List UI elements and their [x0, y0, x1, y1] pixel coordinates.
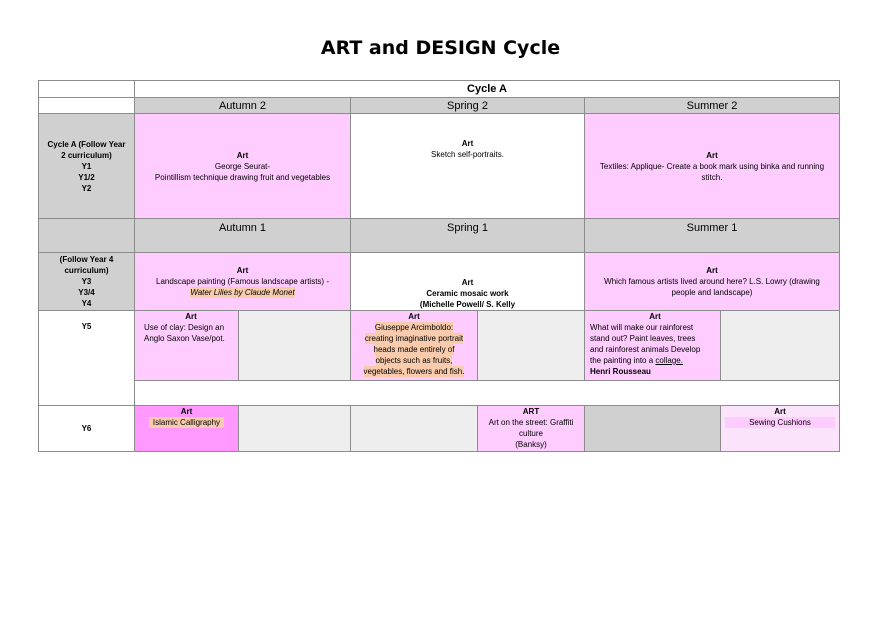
cell-text: stitch.: [701, 172, 723, 182]
cell-text: Sketch self-portraits.: [431, 150, 504, 159]
row-label-cycle-a: [38, 113, 135, 219]
empty-cell: [238, 310, 351, 381]
cell-text: Art on the street: Graffiti: [488, 418, 574, 427]
cell-autumn1-y4: [134, 252, 351, 311]
label-line: 2 curriculum): [61, 150, 112, 160]
cell-text: stand out? Paint leaves, trees: [590, 334, 696, 343]
empty-cell: [477, 310, 585, 381]
row-label-y5: Y5: [38, 310, 135, 406]
blank-label-cell: [38, 218, 135, 253]
blank-corner-cell-2: [38, 97, 135, 114]
cell-autumn-y5: [134, 310, 239, 381]
empty-cell: [584, 405, 721, 452]
cell-text-collage: [590, 355, 683, 366]
blank-corner-cell: [38, 80, 135, 98]
term-autumn-2: Autumn 2: [134, 97, 351, 114]
row-label-y6: Y6: [38, 405, 135, 452]
cycle-header: Cycle A: [134, 80, 840, 98]
label-line: Y4: [81, 299, 92, 308]
term-spring-1: Spring 1: [350, 218, 585, 253]
cell-summer-y6: [720, 405, 840, 452]
cell-heading: Art: [236, 150, 249, 160]
cell-text: What will make our rainforest: [590, 323, 694, 332]
cell-heading: Art: [706, 150, 718, 160]
cell-spring-y6: [477, 405, 585, 452]
row-label-y3-y4: [38, 252, 135, 311]
cell-heading: Art: [408, 312, 420, 321]
cell-heading: ART: [522, 407, 540, 416]
cell-heading: Art: [649, 312, 661, 321]
empty-cell: [238, 405, 351, 452]
cell-heading: Art: [236, 266, 249, 275]
cell-text: Which famous artists lived around here? L.S. Lowry (drawing: [604, 277, 820, 286]
cell-text: objects such as fruits,: [375, 356, 453, 365]
cell-text-artwork: Water Lilies by Claude Monet: [190, 288, 295, 297]
label-line: curriculum): [64, 266, 109, 275]
cell-heading: Art: [774, 407, 786, 416]
cell-text: Anglo Saxon Vase/pot.: [144, 334, 225, 343]
cell-autumn2-cycle-a: [134, 113, 351, 219]
cell-text: Giuseppe Arcimboldo:: [374, 323, 454, 332]
label-line: Y3/4: [78, 288, 95, 297]
cell-summer-y5: [584, 310, 721, 381]
cell-text: (Michelle Powell/ S. Kelly: [419, 300, 516, 309]
cell-text: culture: [518, 429, 543, 438]
cell-text: Pointillism technique drawing fruit and vegetables: [154, 172, 331, 182]
cell-heading: Art: [706, 266, 718, 275]
label-line: Y3: [81, 277, 92, 286]
cell-text: Ceramic mosaic work: [426, 289, 509, 298]
cell-text: the painting into a: [590, 356, 656, 365]
empty-cell: [350, 405, 478, 452]
cell-text: and rainforest animals Develop: [590, 345, 701, 354]
cell-autumn-y6: [134, 405, 239, 452]
term-spring-2: Spring 2: [350, 97, 585, 114]
term-summer-2: Summer 2: [584, 97, 840, 114]
cell-text: Islamic Calligraphy: [149, 417, 224, 428]
spacer-row: [134, 380, 840, 406]
cell-text: Textiles: Applique- Create a book mark using binka and running: [599, 161, 825, 171]
cell-text: Sewing Cushions: [725, 417, 835, 428]
cell-text: heads made entirely of: [373, 345, 455, 354]
term-summer-1: Summer 1: [584, 218, 840, 253]
label-line: Y1/2: [78, 172, 95, 182]
cell-spring-y5: [350, 310, 478, 381]
cell-text: people and landscape): [671, 288, 753, 297]
cell-summer1-y4: [584, 252, 840, 311]
empty-cell: [720, 310, 840, 381]
cell-text: Landscape painting (Famous landscape artists) -: [156, 277, 329, 286]
cell-text: (Banksy): [515, 440, 547, 449]
cell-heading: Art: [185, 312, 197, 321]
cell-spring1-y4: [350, 252, 585, 311]
label-line: Y1: [81, 161, 92, 171]
cell-text-underlined: collage.: [655, 356, 683, 365]
cell-text: George Seurat-: [214, 161, 271, 171]
term-autumn-1: Autumn 1: [134, 218, 351, 253]
cell-text: creating imaginative portrait: [364, 334, 464, 343]
label-line: Y2: [81, 183, 92, 193]
cell-text: vegetables, flowers and fish.: [363, 367, 465, 376]
cell-spring2-cycle-a: [350, 113, 585, 219]
page-title: ART and DESIGN Cycle: [320, 37, 561, 59]
cell-summer2-cycle-a: [584, 113, 840, 219]
label-line: Cycle A (Follow Year: [47, 139, 126, 149]
cell-heading: Art: [180, 407, 193, 416]
label-line: (Follow Year 4: [59, 255, 114, 264]
cell-artist: Henri Rousseau: [590, 367, 651, 376]
cell-heading: Art: [461, 278, 474, 287]
cell-heading: Art: [461, 139, 474, 148]
cell-text: Use of clay: Design an: [144, 323, 225, 332]
